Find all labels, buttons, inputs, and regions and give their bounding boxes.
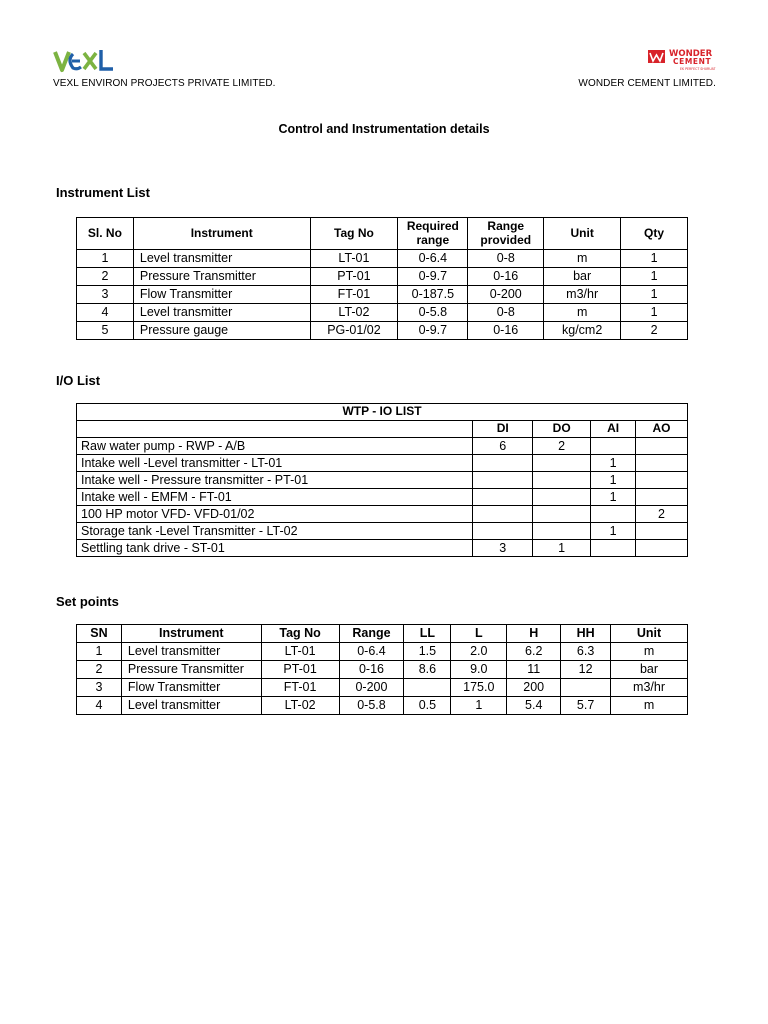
column-header: SN	[77, 625, 122, 643]
table-cell: Level transmitter	[133, 304, 310, 322]
table-header-row	[77, 421, 688, 438]
table-cell: 6	[473, 438, 533, 455]
table-cell: m	[544, 250, 621, 268]
instrument-list-table	[76, 217, 688, 340]
table-cell: 1	[621, 304, 688, 322]
table-cell: 9.0	[451, 661, 507, 679]
table-cell: Storage tank -Level Transmitter - LT-02	[77, 523, 473, 540]
table-cell: 0-6.4	[398, 250, 468, 268]
table-cell: 0-8	[468, 304, 544, 322]
table-cell: m3/hr	[611, 679, 688, 697]
table-cell: 4	[77, 304, 134, 322]
table-cell: 3	[77, 286, 134, 304]
table-cell: 0.5	[404, 697, 451, 715]
svg-text:WONDER: WONDER	[669, 49, 713, 59]
table-row	[77, 523, 688, 540]
table-cell	[533, 472, 591, 489]
set-points-heading: Set points	[56, 594, 119, 609]
instrument-list-heading: Instrument List	[56, 185, 150, 200]
column-header: Tag No	[261, 625, 339, 643]
column-header: Unit	[544, 218, 621, 250]
table-cell	[473, 455, 533, 472]
svg-text:CEMENT: CEMENT	[673, 57, 712, 66]
table-row	[77, 697, 688, 715]
table-cell: Level transmitter	[121, 643, 261, 661]
table-cell	[473, 472, 533, 489]
table-cell: bar	[544, 268, 621, 286]
wonder-cement-logo	[646, 44, 728, 76]
table-cell: 5	[77, 322, 134, 340]
table-cell: 1	[77, 643, 122, 661]
table-cell: 200	[507, 679, 561, 697]
table-cell: 0-5.8	[398, 304, 468, 322]
table-cell: 0-200	[339, 679, 404, 697]
table-cell	[636, 438, 688, 455]
table-cell: 12	[561, 661, 611, 679]
table-cell: m	[611, 643, 688, 661]
table-row	[77, 286, 688, 304]
table-cell: 1	[77, 250, 134, 268]
table-cell	[591, 438, 636, 455]
table-cell: 5.7	[561, 697, 611, 715]
table-row	[77, 506, 688, 523]
column-header: DO	[533, 421, 591, 438]
column-header: LL	[404, 625, 451, 643]
table-cell: FT-01	[261, 679, 339, 697]
table-cell: 0-9.7	[398, 268, 468, 286]
table-cell	[636, 540, 688, 557]
table-cell: 1	[591, 472, 636, 489]
table-cell: FT-01	[310, 286, 398, 304]
right-company-name: WONDER CEMENT LIMITED.	[578, 78, 716, 89]
table-cell	[533, 506, 591, 523]
table-cell: m	[611, 697, 688, 715]
table-row	[77, 643, 688, 661]
table-cell: 1	[451, 697, 507, 715]
table-cell: LT-02	[310, 304, 398, 322]
table-cell: LT-01	[310, 250, 398, 268]
column-header: AO	[636, 421, 688, 438]
table-cell: 1.5	[404, 643, 451, 661]
table-cell: LT-02	[261, 697, 339, 715]
table-cell: 8.6	[404, 661, 451, 679]
table-cell: 2	[77, 661, 122, 679]
column-header: H	[507, 625, 561, 643]
table-cell: 2	[77, 268, 134, 286]
table-cell	[533, 523, 591, 540]
table-cell	[533, 455, 591, 472]
table-cell: Intake well - Pressure transmitter - PT-01	[77, 472, 473, 489]
table-row	[77, 679, 688, 697]
table-row	[77, 540, 688, 557]
table-cell: bar	[611, 661, 688, 679]
table-row	[77, 322, 688, 340]
table-cell	[473, 506, 533, 523]
column-header: Instrument	[133, 218, 310, 250]
table-row	[77, 438, 688, 455]
table-cell: PT-01	[310, 268, 398, 286]
table-cell: m3/hr	[544, 286, 621, 304]
table-cell: 175.0	[451, 679, 507, 697]
table-cell: 1	[621, 286, 688, 304]
table-cell	[636, 523, 688, 540]
set-points-table	[76, 624, 688, 715]
table-cell: Intake well -Level transmitter - LT-01	[77, 455, 473, 472]
table-cell: 6.3	[561, 643, 611, 661]
table-cell: 2	[533, 438, 591, 455]
table-cell: Raw water pump - RWP - A/B	[77, 438, 473, 455]
table-cell: 0-16	[468, 322, 544, 340]
table-row	[77, 472, 688, 489]
document-title: Control and Instrumentation details	[278, 122, 490, 136]
table-cell: Level transmitter	[121, 697, 261, 715]
column-header: Unit	[611, 625, 688, 643]
table-cell	[404, 679, 451, 697]
column-header: Range provided	[468, 218, 544, 250]
vexl-logo	[53, 46, 123, 74]
io-list-heading: I/O List	[56, 373, 101, 388]
table-cell: PT-01	[261, 661, 339, 679]
column-header: Required range	[398, 218, 468, 250]
table-cell: 3	[473, 540, 533, 557]
column-header	[77, 421, 473, 438]
table-row	[77, 455, 688, 472]
table-cell: 3	[77, 679, 122, 697]
table-cell	[636, 489, 688, 506]
table-cell: 0-16	[468, 268, 544, 286]
table-cell: Pressure Transmitter	[133, 268, 310, 286]
table-cell: 2.0	[451, 643, 507, 661]
column-header: Tag No	[310, 218, 398, 250]
table-cell: 1	[533, 540, 591, 557]
table-cell: 0-9.7	[398, 322, 468, 340]
table-cell: 2	[636, 506, 688, 523]
table-cell	[473, 489, 533, 506]
column-header: HH	[561, 625, 611, 643]
column-header: Instrument	[121, 625, 261, 643]
table-cell	[636, 472, 688, 489]
table-cell	[636, 455, 688, 472]
table-cell	[533, 489, 591, 506]
table-cell: 5.4	[507, 697, 561, 715]
table-row	[77, 268, 688, 286]
table-cell: 4	[77, 697, 122, 715]
table-title-row	[77, 404, 688, 421]
table-cell: 6.2	[507, 643, 561, 661]
column-header: Range	[339, 625, 404, 643]
table-cell: Level transmitter	[133, 250, 310, 268]
table-cell: 1	[621, 250, 688, 268]
table-cell	[473, 523, 533, 540]
table-cell	[591, 506, 636, 523]
table-cell: 0-200	[468, 286, 544, 304]
table-cell: Pressure gauge	[133, 322, 310, 340]
column-header: Qty	[621, 218, 688, 250]
table-cell: 2	[621, 322, 688, 340]
column-header: L	[451, 625, 507, 643]
column-header: AI	[591, 421, 636, 438]
column-header: Sl. No	[77, 218, 134, 250]
table-cell: 0-8	[468, 250, 544, 268]
table-cell: 100 HP motor VFD- VFD-01/02	[77, 506, 473, 523]
svg-text:EK PERFECT SHURUAT: EK PERFECT SHURUAT	[680, 67, 716, 71]
table-cell: 0-16	[339, 661, 404, 679]
table-cell: 1	[621, 268, 688, 286]
table-header-row	[77, 625, 688, 643]
table-row	[77, 661, 688, 679]
table-cell: PG-01/02	[310, 322, 398, 340]
table-cell: Flow Transmitter	[121, 679, 261, 697]
io-table-title: WTP - IO LIST	[77, 404, 688, 421]
table-cell: LT-01	[261, 643, 339, 661]
table-cell: Pressure Transmitter	[121, 661, 261, 679]
table-cell: 1	[591, 523, 636, 540]
table-cell: 0-187.5	[398, 286, 468, 304]
table-cell: 1	[591, 489, 636, 506]
table-cell: 0-5.8	[339, 697, 404, 715]
table-cell: Flow Transmitter	[133, 286, 310, 304]
left-company-name: VEXL ENVIRON PROJECTS PRIVATE LIMITED.	[53, 78, 276, 89]
table-row	[77, 304, 688, 322]
table-cell: 0-6.4	[339, 643, 404, 661]
table-cell	[591, 540, 636, 557]
table-row	[77, 489, 688, 506]
table-cell: m	[544, 304, 621, 322]
table-cell: 1	[591, 455, 636, 472]
table-cell: kg/cm2	[544, 322, 621, 340]
io-list-table	[76, 403, 688, 557]
table-row	[77, 250, 688, 268]
table-cell: Intake well - EMFM - FT-01	[77, 489, 473, 506]
table-cell	[561, 679, 611, 697]
table-header-row	[77, 218, 688, 250]
column-header: DI	[473, 421, 533, 438]
table-cell: Settling tank drive - ST-01	[77, 540, 473, 557]
table-cell: 11	[507, 661, 561, 679]
